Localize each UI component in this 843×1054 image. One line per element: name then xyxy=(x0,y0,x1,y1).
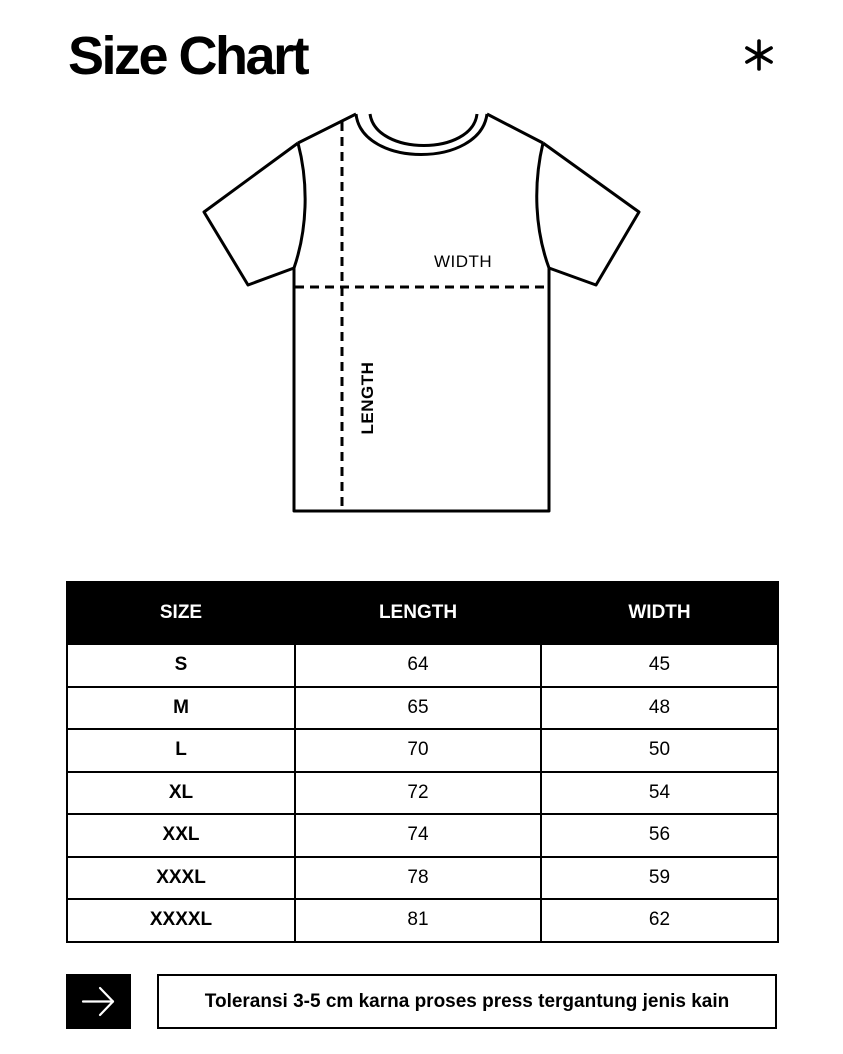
length-label: LENGTH xyxy=(358,361,377,435)
size-cell: XXXXL xyxy=(67,899,295,942)
width-cell: 62 xyxy=(541,899,778,942)
arrow-box xyxy=(66,974,131,1029)
width-cell: 48 xyxy=(541,687,778,730)
size-cell: XL xyxy=(67,772,295,815)
width-label: WIDTH xyxy=(434,252,493,271)
table-row xyxy=(67,814,778,857)
table-row xyxy=(67,644,778,687)
size-cell: XXL xyxy=(67,814,295,857)
column-header-width: WIDTH xyxy=(541,582,778,644)
size-table xyxy=(66,581,779,943)
size-cell: XXXL xyxy=(67,857,295,900)
length-cell: 65 xyxy=(295,687,541,730)
length-cell: 74 xyxy=(295,814,541,857)
size-cell: S xyxy=(67,644,295,687)
length-cell: 64 xyxy=(295,644,541,687)
width-cell: 50 xyxy=(541,729,778,772)
width-cell: 59 xyxy=(541,857,778,900)
tolerance-note xyxy=(157,974,777,1029)
asterisk-icon xyxy=(742,38,776,72)
length-cell: 70 xyxy=(295,729,541,772)
tolerance-note-text: Toleransi 3-5 cm karna proses press tergantung jenis kain xyxy=(204,990,730,1012)
table-row xyxy=(67,857,778,900)
table-row xyxy=(67,687,778,730)
column-header-size: SIZE xyxy=(67,582,295,644)
width-cell: 56 xyxy=(541,814,778,857)
width-cell: 45 xyxy=(541,644,778,687)
arrow-right-icon xyxy=(66,974,131,1029)
column-header-length: LENGTH xyxy=(295,582,541,644)
table-row xyxy=(67,729,778,772)
size-cell: M xyxy=(67,687,295,730)
tshirt-diagram xyxy=(200,108,646,518)
table-header-row xyxy=(67,582,778,644)
page-title: Size Chart xyxy=(68,26,308,86)
length-cell: 78 xyxy=(295,857,541,900)
length-cell: 72 xyxy=(295,772,541,815)
table-row xyxy=(67,772,778,815)
table-row xyxy=(67,899,778,942)
length-cell: 81 xyxy=(295,899,541,942)
size-cell: L xyxy=(67,729,295,772)
width-cell: 54 xyxy=(541,772,778,815)
